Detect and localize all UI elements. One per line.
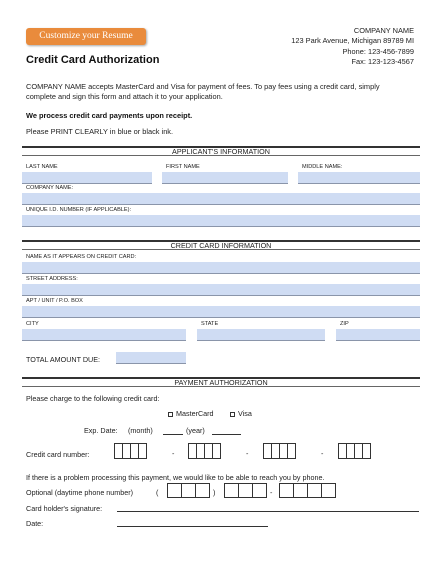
phone-dash: - — [270, 488, 273, 497]
name-on-card-field[interactable] — [22, 262, 420, 274]
phone-paren-open: ( — [156, 488, 159, 497]
zip-label: ZIP — [340, 321, 349, 327]
exp-year-label: (year) — [186, 426, 205, 435]
visa-option[interactable] — [230, 409, 252, 418]
exp-year-line[interactable] — [212, 434, 241, 435]
company-fax: Fax: 123-123-4567 — [351, 57, 414, 67]
phone-digit-box[interactable] — [293, 483, 308, 498]
street-address-label: STREET ADDRESS: — [26, 276, 78, 282]
intro-line-1: COMPANY NAME accepts MasterCard and Visa for payment of fees. To pay fees using a credit card, simply — [26, 82, 380, 91]
company-address: 123 Park Avenue, Michigan 89789 MI — [291, 36, 414, 46]
credit-card-section-heading: CREDIT CARD INFORMATION — [22, 240, 420, 250]
zip-field[interactable] — [336, 329, 420, 341]
phone-digit-box[interactable] — [252, 483, 267, 498]
phone-paren-close: ) — [213, 488, 216, 497]
company-name-field[interactable] — [22, 193, 420, 205]
street-address-field[interactable] — [22, 284, 420, 296]
company-block — [291, 26, 414, 68]
phone-digit-box[interactable] — [279, 483, 294, 498]
card-digit-box[interactable] — [362, 443, 371, 459]
card-number-label: Credit card number: — [26, 450, 90, 459]
apt-field[interactable] — [22, 306, 420, 318]
visa-label: Visa — [238, 409, 252, 418]
phone-digit-box[interactable] — [307, 483, 322, 498]
apt-label: APT / UNIT / P.O. BOX — [26, 298, 83, 304]
last-name-label: LAST NAME — [26, 164, 58, 170]
state-label: STATE — [201, 321, 219, 327]
phone-digit-box[interactable] — [321, 483, 336, 498]
name-on-card-label: NAME AS IT APPEARS ON CREDIT CARD: — [26, 254, 137, 260]
company-phone: Phone: 123-456-7899 — [342, 46, 414, 56]
date-line[interactable] — [117, 526, 268, 527]
receipt-note: We process credit card payments upon receipt. — [26, 111, 193, 120]
intro-line-2: complete and sign this form and attach it to your application. — [26, 92, 223, 101]
date-label: Date: — [26, 519, 44, 528]
total-amount-label: TOTAL AMOUNT DUE: — [26, 355, 101, 364]
exp-date-label: Exp. Date: — [84, 426, 118, 435]
card-digit-box[interactable] — [287, 443, 296, 459]
exp-month-label: (month) — [128, 426, 153, 435]
visa-checkbox[interactable] — [230, 412, 235, 417]
card-number-dash: - — [321, 449, 324, 458]
mastercard-checkbox[interactable] — [168, 412, 173, 417]
first-name-field[interactable] — [162, 172, 288, 184]
phone-digit-box[interactable] — [181, 483, 196, 498]
intro-paragraph — [26, 82, 416, 102]
phone-digit-box[interactable] — [167, 483, 182, 498]
card-number-dash: - — [246, 449, 249, 458]
city-field[interactable] — [22, 329, 186, 341]
city-label: CITY — [26, 321, 39, 327]
signature-label: Card holder's signature: — [26, 504, 103, 513]
customize-resume-button[interactable]: Customize your Resume — [26, 28, 146, 45]
state-field[interactable] — [197, 329, 325, 341]
unique-id-label: UNIQUE I.D. NUMBER (IF APPLICABLE): — [26, 207, 132, 213]
payment-section-heading: PAYMENT AUTHORIZATION — [22, 377, 420, 387]
last-name-field[interactable] — [22, 172, 152, 184]
total-amount-field[interactable] — [116, 352, 186, 364]
phone-digit-box[interactable] — [224, 483, 239, 498]
company-name-label: COMPANY NAME: — [26, 185, 74, 191]
form-title: Credit Card Authorization — [26, 54, 160, 66]
company-name: COMPANY NAME — [353, 26, 414, 35]
mastercard-option[interactable] — [168, 409, 214, 418]
mastercard-label: MasterCard — [176, 409, 214, 418]
card-digit-box[interactable] — [138, 443, 147, 459]
card-number-dash: - — [172, 449, 175, 458]
unique-id-field[interactable] — [22, 215, 420, 227]
phone-digit-box[interactable] — [195, 483, 210, 498]
first-name-label: FIRST NAME — [166, 164, 200, 170]
phone-digit-box[interactable] — [238, 483, 253, 498]
applicant-section-heading: APPLICANT'S INFORMATION — [22, 146, 420, 156]
charge-instruction: Please charge to the following credit card: — [26, 394, 160, 403]
middle-name-label: MIDDLE NAME: — [302, 164, 343, 170]
middle-name-field[interactable] — [298, 172, 420, 184]
exp-month-line[interactable] — [163, 434, 183, 435]
optional-phone-label: Optional (daytime phone number) — [26, 488, 134, 497]
signature-line[interactable] — [117, 511, 419, 512]
problem-note: If there is a problem processing this payment, we would like to be able to reach you by phone. — [26, 473, 325, 482]
print-note: Please PRINT CLEARLY in blue or black ink. — [26, 127, 174, 136]
card-digit-box[interactable] — [212, 443, 221, 459]
